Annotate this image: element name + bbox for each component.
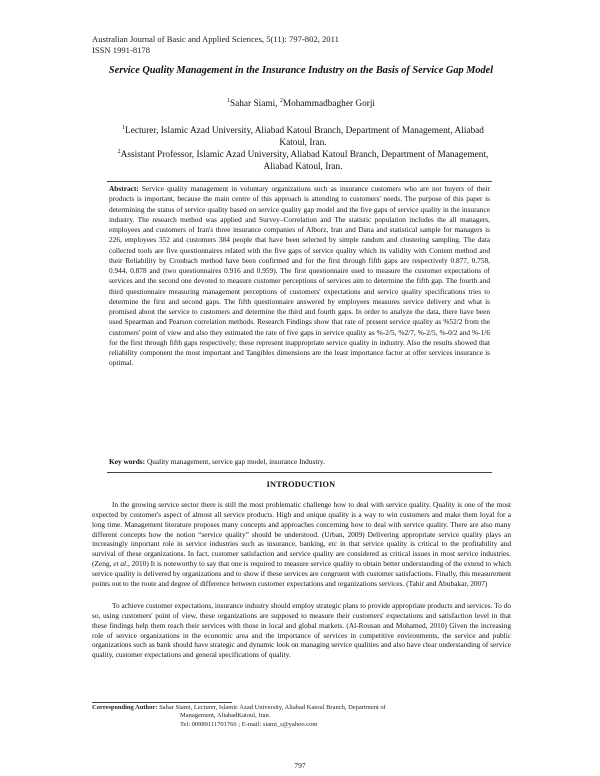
affiliation-1-marker: 1 [122, 124, 126, 131]
keywords [109, 457, 490, 467]
affiliation-2-marker: 2 [117, 148, 121, 155]
author-line [92, 98, 510, 110]
affiliation-1-text: Lecturer, Islamic Azad University, Aliabad Katoul Branch, Department of Management, Aliabad Katoul, Iran. [125, 126, 484, 148]
page-number: 797 [294, 761, 306, 770]
author-1-name: Sahar Siami, [229, 99, 280, 109]
keywords-text: Quality management, service gap model, insurance Industry. [145, 457, 325, 466]
keywords-label: Key words: [109, 457, 146, 466]
abstract [109, 184, 490, 369]
intro-p1-et-al: et al [113, 559, 127, 569]
footer-label: Corresponding Author: [92, 704, 158, 711]
footer-rule [92, 702, 232, 703]
author-2-marker: 2 [279, 97, 283, 104]
abstract-text: Service quality management in voluntary organizations such as insurance customers who are not buyers of their products is important, because the main centre of this approach is attending to customers' needs. The purpose of this paper is determining the status of service quality based on service quality gap model and the five gaps of service quality in the insurance industry. The research method was applied and Survey–Correlation and The statistic population includes the all managers, employees and customers of Iran's three insurance companies of Alborz, Iran and Dana and statistical sample for managers is 226, employees 352 and customers 384 people that have been selected by simple random and clustering sampling. The data collected tools are five questionnaires related with the five gaps of service quality which its validity with Content method and their Reliability by Cronbach method have been confirmed and for the first through fifth gaps are respectively 0.877, 0.758, 0.944, 0.878 and (two questionnaires 0.916 and 0.959). The first questionnaire used to measure the customer expectations of services and the second one devoted to measure customer perceptions of services aim to determine the fifth gap. The fourth and third questionnaire measuring management perceptions of customers' expectations and service quality specifications tries to determine the first and second gaps. The fifth questionnaire answered by employees measures service delivery and what is promised about the service to customers and determine the third and fourth gaps. In order to analyze the data, there have been used Spearman and Pearson correlation methods. Research Findings show that rate of present service quality as %52/2 from the customers' point of view and also they estimated the rate of five gaps in service quality as %-2/5, %2/7, %-2/5, %-0/2 and %-1/6 for the first through fifth gaps respectively; these represent inappropriate service quality in industry. Also the results showed that reliability component the most important and Tangibles dimensions are the least importance factor at offer services insurance is optimal. [109, 184, 490, 368]
intro-p1-part-b: ., 2010) It is noteworthy to say that one is required to measure service quality to obtain better understanding of the extend to which service quality is delivered by organizations and to show if these services are congruent with customer satisfactions. Finally, this measurement points out to the route and degree of difference between customer expectations and organizations services. (Tahir and Abubakar, 2007) [92, 559, 511, 588]
corresponding-author-footer [92, 704, 492, 729]
paper-title: Service Quality Management in the Insurance Industry on the Basis of Service Gap Model [108, 65, 494, 76]
footer-author: Sahar Siami, Lecturer, Islamic Azad University, Aliabad Katoul Branch, Department of [157, 704, 386, 711]
intro-p1-part-a: In the growing service sector there is still the most problematic challenge how to deal with service quality. Quality is one of the most expected by customer's aspect of almost all service products. High and unique quality is a way to win customers and make them loyal for a long time. Management literature proposes many concepts and approaches concerning how to deal with service quality. There are also many different concepts how the notion “service quality” should be understood. (Urban, 2009) Delivering appropriate service quality plays an increasingly important role in service industries such as insurance, banking, etc in that service quality is critical to the profitability and survival of these organizations. In fact, customer satisfaction and service quality are considered as critical issues in most service industries. (Zeng, [92, 500, 511, 569]
affiliation-2 [112, 149, 494, 173]
footer-contact: Tel: 00989111701766 ; E-mail: siami_s@yahoo.com [180, 720, 318, 728]
affiliation-2-text: Assistant Professor, Islamic Azad University, Aliabad Katoul Branch, Department of Management, Aliabad Katoul, Iran. [120, 150, 489, 172]
affiliation-1 [112, 125, 494, 149]
journal-citation: Australian Journal of Basic and Applied Sciences, 5(11): 797-802, 2011 [92, 34, 339, 44]
footer-line-2: Management, AliabadKatoul, Iran. [180, 712, 271, 720]
intro-paragraph-1 [92, 500, 511, 589]
section-heading-introduction: INTRODUCTION [266, 480, 336, 489]
intro-paragraph-2: To achieve customer expectations, insurance industry should employ strategic plans to provide appropriate products and services. To do so, using customers' point of view, these organizations are supposed to measure their customers' expectations and satisfaction level in that these findings help them reach their services with those in local and global markets. (Al-Rousan and Mohamed, 2010) Given the increasing role of service organizations in the economic area and the importance of services in competitive environments, the service and public organizations such as bank should have strategic and dynamic look on managing service qualities and also have clear understanding of service quality, customer expectations and general specifications of quality. [92, 601, 511, 660]
author-2-name: Mohammadbagher Gorji [282, 99, 375, 109]
author-1-marker: 1 [226, 97, 230, 104]
journal-issn: ISSN 1991-8178 [92, 45, 151, 55]
abstract-label: Abstract: [109, 184, 139, 193]
footer-line-1 [92, 704, 492, 712]
